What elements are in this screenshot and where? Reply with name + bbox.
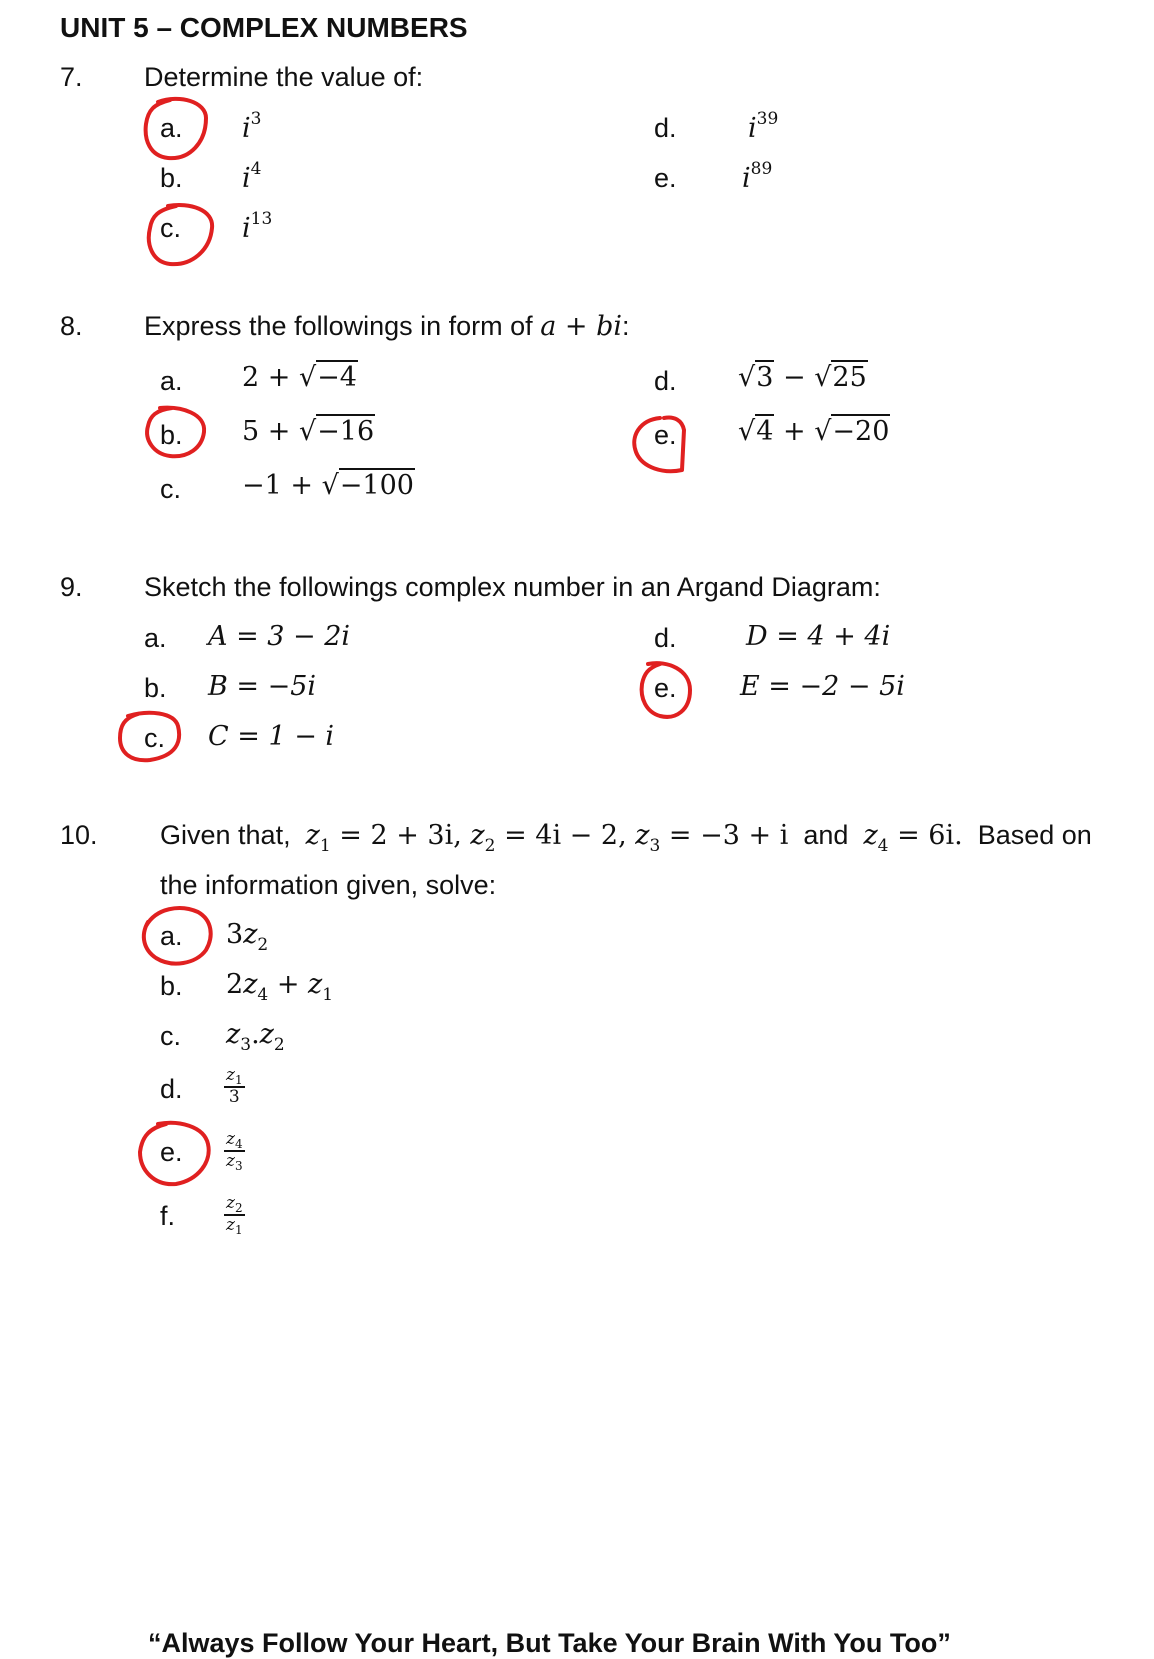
q10f-label: f.	[160, 1201, 176, 1231]
q10d-fraction: $\frac{z_1}{3}$	[226, 1065, 243, 1107]
footer-quote: “Always Follow Your Heart, But Take Your Brain With You Too”	[148, 1628, 951, 1658]
q8-number: 8.	[60, 311, 83, 341]
q8-prompt: Express the followings in form of a + bi:	[144, 311, 630, 342]
q7-prompt: Determine the value of:	[144, 62, 424, 92]
circle-9c	[120, 713, 179, 760]
q10e-label: e.	[160, 1137, 183, 1167]
q9c-label: c.	[144, 723, 166, 753]
circle-10a	[144, 908, 211, 963]
q10b-expr: $2z_4 + z_1$	[226, 969, 334, 1005]
q9b-expr: B = −5i	[208, 671, 317, 702]
q8b-label: b.	[160, 420, 183, 450]
q7b-expr: $i^4$	[242, 159, 262, 194]
q9e-label: e.	[654, 673, 677, 703]
q10-line2: the information given, solve:	[160, 870, 497, 900]
q7d-label: d.	[654, 113, 677, 143]
q7e-expr: $i^{89}$	[742, 159, 773, 194]
q10f-fraction: $\frac{z_2}{z_1}$	[226, 1193, 243, 1237]
q7d-expr: $i^{39}$	[748, 109, 779, 144]
q8c-label: c.	[160, 474, 182, 504]
q8b-expr: 5 + √−16	[242, 416, 375, 447]
q10a-label: a.	[160, 921, 183, 951]
circle-9e	[642, 663, 690, 717]
q7c-label: c.	[160, 213, 182, 243]
q8c-expr: −1 + √−100	[242, 470, 414, 501]
q10e-fraction: $\frac{z_4}{z_3}$	[226, 1129, 243, 1173]
q9b-label: b.	[144, 673, 167, 703]
q7a-expr: $i^3$	[242, 109, 262, 144]
q8e-expr: √4 + √−20	[738, 416, 890, 447]
q8a-label: a.	[160, 366, 183, 396]
q9a-expr: A = 3 − 2i	[208, 621, 351, 652]
q9-number: 9.	[60, 572, 83, 602]
q9e-expr: E = −2 − 5i	[740, 671, 905, 702]
q10-given-line: Given that, $z_1 = 2 + 3i$, $z_2 = 4i - 2$, $z_3 = -3 + i$ and $z_4 = 6i$. Based on	[160, 820, 1092, 856]
q9-prompt: Sketch the followings complex number in an Argand Diagram:	[144, 572, 881, 602]
circle-10e	[140, 1123, 209, 1184]
q9c-expr: C = 1 − i	[208, 721, 335, 752]
q8d-label: d.	[654, 366, 677, 396]
q8e-label: e.	[654, 420, 677, 450]
q8a-expr: 2 + √−4	[242, 362, 357, 393]
q10c-label: c.	[160, 1021, 182, 1051]
q9a-label: a.	[144, 623, 167, 653]
q9d-label: d.	[654, 623, 677, 653]
circle-7a	[146, 99, 206, 158]
q7b-label: b.	[160, 163, 183, 193]
page-title: UNIT 5 – COMPLEX NUMBERS	[60, 12, 468, 43]
q9d-expr: D = 4 + 4i	[746, 621, 891, 652]
circle-7c	[149, 205, 212, 264]
q10c-expr: $z_3.z_2$	[226, 1019, 285, 1055]
q7a-label: a.	[160, 113, 183, 143]
q10d-label: d.	[160, 1074, 183, 1104]
q8d-expr: √3 − √25	[738, 362, 867, 393]
q7e-label: e.	[654, 163, 677, 193]
circle-8b	[147, 408, 204, 457]
circle-8e	[634, 418, 684, 472]
q7-number: 7.	[60, 62, 83, 92]
q10a-expr: $3z_2$	[226, 919, 269, 955]
q10-number: 10.	[60, 820, 98, 850]
q10b-label: b.	[160, 971, 183, 1001]
q7c-expr: $i^{13}$	[242, 209, 273, 244]
